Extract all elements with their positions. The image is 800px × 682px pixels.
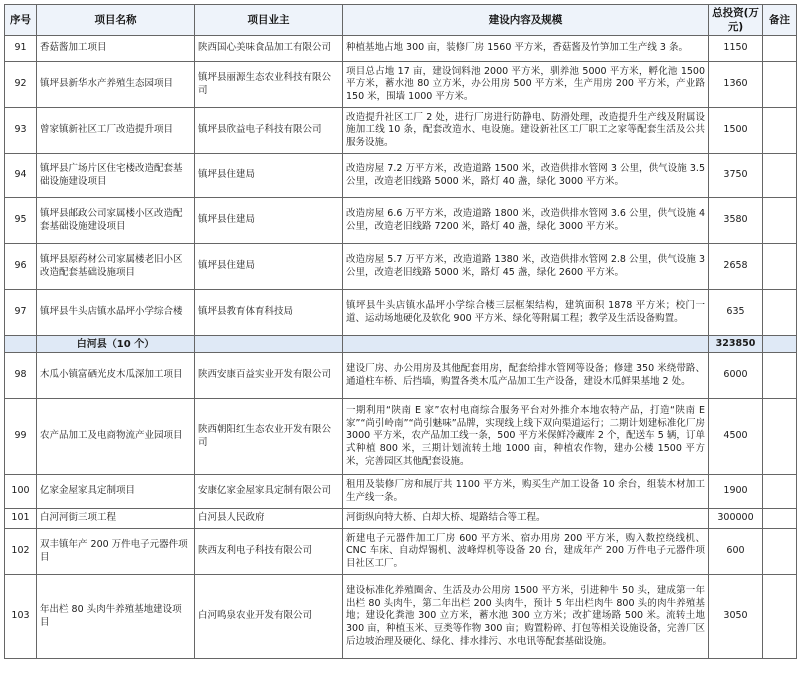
cell-owner: 安康亿家金屋家具定制有限公司 (195, 475, 343, 509)
cell-scope: 建设标准化养殖圈舍、生活及办公用房 1500 平方米，引进种牛 50 头，建成第一年出栏 80 头肉牛，第二年出栏 200 头肉牛，预计 5 年出栏肉牛 800 头的肉牛养殖基地；建设化粪池 300 立方米，蓄水池 300 立方米；改扩建场路 500 米。流转土地 300 亩，种植玉米、豆类等作物 300 亩；购置粉碎、打包等相关设施设备，完善厂区后边坡治理及硬化、绿化、排水排污、水电讯等配套基础设施。 (343, 575, 709, 659)
cell-investment: 3050 (709, 575, 763, 659)
cell-name: 木瓜小镇富硒光皮木瓜深加工项目 (37, 353, 195, 399)
cell-owner: 镇坪县住建局 (195, 154, 343, 198)
table-row (5, 108, 797, 154)
project-table (4, 4, 797, 659)
cell-owner: 镇坪县教育体育科技局 (195, 290, 343, 336)
cell-owner: 陕西国心美味食品加工有限公司 (195, 36, 343, 62)
table-row (5, 36, 797, 62)
table-row (5, 575, 797, 659)
cell-name: 白河河街三项工程 (37, 509, 195, 529)
cell-no: 96 (5, 244, 37, 290)
cell-investment: 1150 (709, 36, 763, 62)
table-row (5, 62, 797, 108)
cell-investment: 6000 (709, 353, 763, 399)
cell-no: 92 (5, 62, 37, 108)
cell-remark (763, 154, 797, 198)
cell-scope: 新建电子元器件加工厂房 600 平方米、宿办用房 200 平方米，购入数控绕线机、CNC 车床、自动焊锡机、波峰焊机等设备 20 台，建成年产 200 万件电子元器件项目社区工厂。 (343, 529, 709, 575)
county-blank-cell (343, 336, 709, 353)
county-name: 白河县（10 个） (37, 336, 195, 353)
cell-scope: 建设厂房、办公用房及其他配套用房，配套给排水管网等设备；修建 350 米绕带路、通道柱车桥、后挡墙，购置各类木瓜产品加工生产设备，建设木瓜鲜果基地 2 处。 (343, 353, 709, 399)
cell-owner: 陕西友利电子科技有限公司 (195, 529, 343, 575)
cell-investment: 3750 (709, 154, 763, 198)
table-row (5, 244, 797, 290)
cell-name: 曾家镇新社区工厂改造提升项目 (37, 108, 195, 154)
cell-name: 双丰镇年产 200 万件电子元器件项目 (37, 529, 195, 575)
header-no: 序号 (5, 5, 37, 36)
cell-scope: 项目总占地 17 亩，建设饲料池 2000 平方米，驯养池 5000 平方米，孵化池 1500 平方米，蓄水池 80 立方米，办公用房 500 平方米，生产用房 200 平方米，产业路 150 米，围墙 1000 平方米。 (343, 62, 709, 108)
header-owner: 项目业主 (195, 5, 343, 36)
table-row (5, 154, 797, 198)
cell-name: 亿家金屋家具定制项目 (37, 475, 195, 509)
cell-remark (763, 529, 797, 575)
cell-remark (763, 244, 797, 290)
cell-owner: 陕西朝阳红生态农业开发有限公司 (195, 399, 343, 475)
table-row (5, 509, 797, 529)
county-total: 323850 (709, 336, 763, 353)
cell-no: 95 (5, 198, 37, 244)
cell-name: 镇坪县邮政公司家属楼小区改造配套基础设施建设项目 (37, 198, 195, 244)
table-row (5, 399, 797, 475)
cell-name: 镇坪县牛头店镇水晶坪小学综合楼 (37, 290, 195, 336)
cell-owner: 镇坪县欣益电子科技有限公司 (195, 108, 343, 154)
cell-scope: 租用及装修厂房和展厅共 1100 平方米，购买生产加工设备 10 余台，组装木材加工生产线一条。 (343, 475, 709, 509)
cell-remark (763, 353, 797, 399)
cell-owner: 镇坪县丽源生态农业科技有限公司 (195, 62, 343, 108)
cell-investment: 600 (709, 529, 763, 575)
project-table-container (4, 4, 796, 659)
cell-scope: 改造提升社区工厂 2 处，进行厂房进行防静电、防滑处理，改造提升生产线及附属设施加工线 10 条，配套改造水、电设施。建设新社区工厂职工之家等配套生活及公共服务设施。 (343, 108, 709, 154)
table-row (5, 198, 797, 244)
cell-remark (763, 399, 797, 475)
cell-no: 99 (5, 399, 37, 475)
cell-scope: 镇坪县牛头店镇水晶坪小学综合楼三层框架结构，建筑面积 1878 平方米；校门一道、运动场地硬化及软化 900 平方米、绿化等附属工程；教学及生活设备购置。 (343, 290, 709, 336)
cell-name: 香菇酱加工项目 (37, 36, 195, 62)
table-row (5, 290, 797, 336)
cell-scope: 改造房屋 7.2 万平方米，改造道路 1500 米，改造供排水管网 3 公里，供气设施 3.5 公里，改造老旧线路 5000 米，路灯 40 盏，绿化 3000 平方米。 (343, 154, 709, 198)
cell-investment: 4500 (709, 399, 763, 475)
table-row (5, 475, 797, 509)
county-blank-cell (5, 336, 37, 353)
cell-investment: 1900 (709, 475, 763, 509)
cell-remark (763, 290, 797, 336)
cell-no: 103 (5, 575, 37, 659)
cell-investment: 2658 (709, 244, 763, 290)
cell-remark (763, 198, 797, 244)
cell-investment: 1360 (709, 62, 763, 108)
cell-owner: 镇坪县住建局 (195, 244, 343, 290)
header-scope: 建设内容及规模 (343, 5, 709, 36)
cell-remark (763, 509, 797, 529)
cell-no: 102 (5, 529, 37, 575)
header-row (5, 5, 797, 36)
header-name: 项目名称 (37, 5, 195, 36)
cell-remark (763, 62, 797, 108)
cell-no: 94 (5, 154, 37, 198)
cell-owner: 白河鸣泉农业开发有限公司 (195, 575, 343, 659)
cell-name: 年出栏 80 头肉牛养殖基地建设项目 (37, 575, 195, 659)
table-row (5, 353, 797, 399)
cell-investment: 300000 (709, 509, 763, 529)
cell-no: 93 (5, 108, 37, 154)
county-subtotal-row (5, 336, 797, 353)
cell-scope: 改造房屋 5.7 万平方米，改造道路 1380 米，改造供排水管网 2.8 公里，供气设施 3 公里，改造老旧线路 5000 米，路灯 45 盏，绿化 2600 平方米。 (343, 244, 709, 290)
cell-no: 101 (5, 509, 37, 529)
cell-name: 农产品加工及电商物流产业园项目 (37, 399, 195, 475)
cell-owner: 陕西安康百益实业开发有限公司 (195, 353, 343, 399)
cell-no: 98 (5, 353, 37, 399)
cell-name: 镇坪县新华水产养殖生态园项目 (37, 62, 195, 108)
header-remark: 备注 (763, 5, 797, 36)
cell-scope: 河街纵向特大桥、白却大桥、堤路结合等工程。 (343, 509, 709, 529)
cell-investment: 635 (709, 290, 763, 336)
cell-owner: 镇坪县住建局 (195, 198, 343, 244)
cell-remark (763, 36, 797, 62)
cell-name: 镇坪县原药材公司家属楼老旧小区改造配套基础设施项目 (37, 244, 195, 290)
cell-no: 91 (5, 36, 37, 62)
cell-scope: 种植基地占地 300 亩，装修厂房 1560 平方米，香菇酱及竹笋加工生产线 3 条。 (343, 36, 709, 62)
county-blank-cell (763, 336, 797, 353)
cell-remark (763, 108, 797, 154)
cell-name: 镇坪县广场片区住宅楼改造配套基础设施建设项目 (37, 154, 195, 198)
county-blank-cell (195, 336, 343, 353)
header-investment: 总投资(万元) (709, 5, 763, 36)
table-row (5, 529, 797, 575)
cell-scope: 一期利用“陕南 E 家”农村电商综合服务平台对外推介本地农特产品，打造“陕南 E 家”“尚引岭南”“尚引魅味”品牌，实现线上线下双向渠道运行；二期计划建标准化厂房 3000 平方米，农产品加工线一条，500 平方米保鲜冷藏库 2 个，配送车 5 辆，订单式种植 800 米，三期计划流转土地 1000 亩，种植农作物，建办公楼 1500 平方米，完善园区其他配套设施。 (343, 399, 709, 475)
cell-remark (763, 575, 797, 659)
cell-investment: 1500 (709, 108, 763, 154)
cell-remark (763, 475, 797, 509)
cell-no: 97 (5, 290, 37, 336)
cell-no: 100 (5, 475, 37, 509)
cell-investment: 3580 (709, 198, 763, 244)
cell-owner: 白河县人民政府 (195, 509, 343, 529)
cell-scope: 改造房屋 6.6 万平方米，改造道路 1800 米，改造供排水管网 3.6 公里，供气设施 4 公里，改造老旧线路 7200 米，路灯 40 盏，绿化 3000 平方米。 (343, 198, 709, 244)
